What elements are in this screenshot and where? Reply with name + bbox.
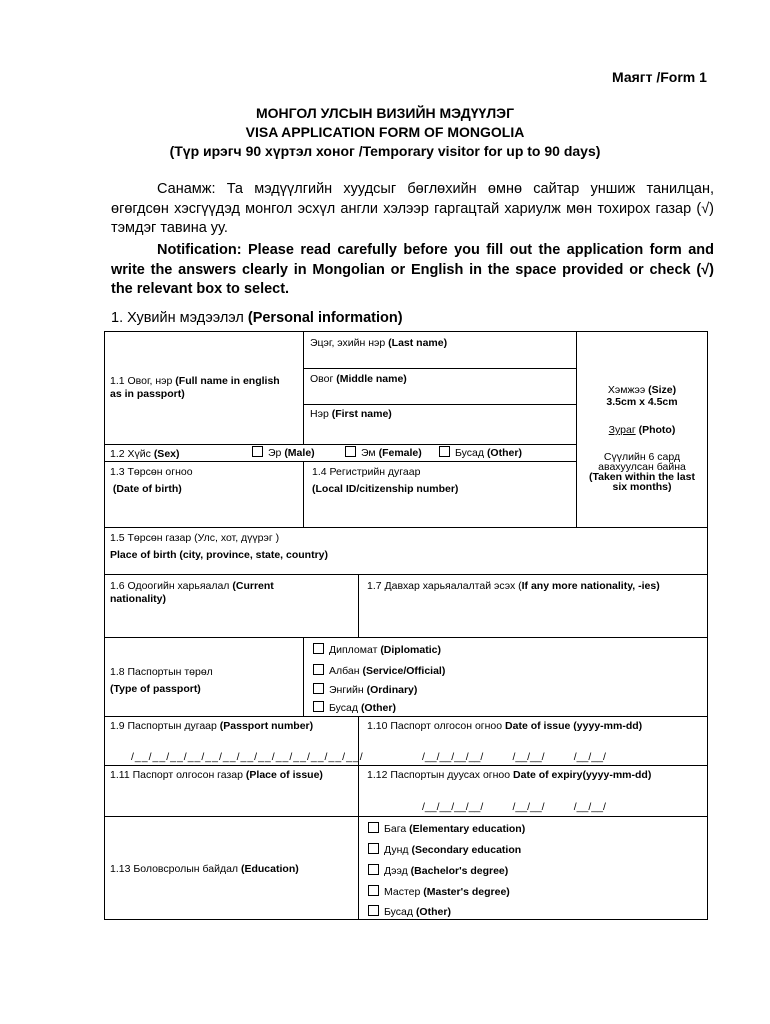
sex-label: 1.2 Хүйс (Sex) <box>110 448 180 460</box>
title-english: VISA APPLICATION FORM OF MONGOLIA <box>245 124 525 140</box>
checkbox[interactable] <box>313 683 324 694</box>
education-option-master[interactable]: Мастер (Master's degree) <box>368 885 510 899</box>
education-option-other[interactable]: Бусад (Other) <box>368 905 451 919</box>
photo-recent-label: Сүүлийн 6 сард авахуулсан байна (Taken within the last six months) <box>589 451 695 493</box>
middle-name-label: Овог (Middle name) <box>310 373 407 385</box>
notice-english: Notification: Please read carefully before you fill out the application form and write the answers clearly in Mongolian or English in the space provided or check (√) the relevant box to select. <box>111 242 714 297</box>
checkbox[interactable] <box>439 446 450 457</box>
checkbox[interactable] <box>313 701 324 712</box>
checkbox[interactable] <box>368 864 379 875</box>
checkbox[interactable] <box>368 885 379 896</box>
photo-label: Зураг (Photo) <box>608 424 676 436</box>
pob-label: 1.5 Төрсөн газар (Улс, хот, дүүрэг ) Place of birth (city, province, state, country) <box>110 532 329 561</box>
passport-number-label: 1.9 Паспортын дугаар (Passport number) <box>110 720 314 732</box>
education-option-bachelor[interactable]: Дээд (Bachelor's degree) <box>368 864 508 878</box>
section-title <box>111 310 403 326</box>
section-title-mn: 1. Хувийн мэдээлэл <box>111 310 244 326</box>
checkbox[interactable] <box>313 643 324 654</box>
passport-number-blank[interactable]: /__/__/__/__/__/__/__/__/__/__/__/__/__/ <box>131 751 364 763</box>
sex-option-female[interactable]: Эм (Female) <box>345 446 422 460</box>
passport-type-label: 1.8 Паспортын төрөл (Type of passport) <box>110 666 213 695</box>
checkbox[interactable] <box>368 843 379 854</box>
checkbox[interactable] <box>345 446 356 457</box>
checkbox[interactable] <box>368 822 379 833</box>
reg-id-label: 1.4 Регистрийн дугаар (Local ID/citizenship number) <box>312 466 459 495</box>
subtitle: (Түр ирэгч 90 хүртэл хоног /Temporary visitor for up to 90 days) <box>169 143 601 159</box>
expiry-date-label: 1.12 Паспортын дуусах огноо Date of expiry(yyyy-mm-dd) <box>367 769 652 781</box>
form-number: Маягт /Form 1 <box>612 69 707 85</box>
title-mongolian: МОНГОЛ УЛСЫН ВИЗИЙН МЭДҮҮЛЭГ <box>255 105 515 121</box>
full-name-label: 1.1 Овог, нэр (Full name in english as in passport) <box>110 375 280 400</box>
dob-label: 1.3 Төрсөн огноо (Date of birth) <box>110 466 193 495</box>
section-title-en: (Personal information) <box>247 310 403 326</box>
nationality-label: 1.6 Одоогийн харьяалал (Current nationality) <box>110 580 274 605</box>
notice-mongolian: Санамж: Та мэдүүлгийн хуудсыг бөглөхийн өмнө сайтар уншиж танилцан, өгөгдсөн хэсгүүдэд монгол эсхүл англи хэлээр гаргацтай хариулж мөн тохирох газар (√) тэмдэг тавина уу. <box>111 181 714 236</box>
place-of-issue-label: 1.11 Паспорт олгосон газар (Place of issue) <box>110 769 323 781</box>
passport-option-other[interactable]: Бусад (Other) <box>313 701 396 715</box>
first-name-label: Нэр (First name) <box>310 408 392 420</box>
issue-date-blank[interactable]: /__/__/__/__/ /__/__/ /__/__/ <box>422 751 606 763</box>
checkbox[interactable] <box>313 664 324 675</box>
passport-option-ordinary[interactable]: Энгийн (Ordinary) <box>313 683 417 697</box>
education-option-secondary[interactable]: Дунд (Secondary education <box>368 843 521 857</box>
issue-date-label: 1.10 Паспорт олгосон огноо Date of issue (yyyy-mm-dd) <box>367 720 643 732</box>
education-label: 1.13 Боловсролын байдал (Education) <box>110 863 299 875</box>
checkbox[interactable] <box>368 905 379 916</box>
expiry-date-blank[interactable]: /__/__/__/__/ /__/__/ /__/__/ <box>422 801 606 813</box>
sex-option-other[interactable]: Бусад (Other) <box>439 446 522 460</box>
dual-nationality-label: 1.7 Давхар харьяалалтай эсэх (If any more nationality, -ies) <box>367 580 660 592</box>
last-name-label: Эцэг, эхийн нэр (Last name) <box>310 337 448 349</box>
photo-size-label: Хэмжээ (Size) 3.5cm x 4.5cm <box>606 384 678 408</box>
passport-option-service[interactable]: Албан (Service/Official) <box>313 664 445 678</box>
passport-option-diplomatic[interactable]: Дипломат (Diplomatic) <box>313 643 441 657</box>
education-option-elementary[interactable]: Бага (Elementary education) <box>368 822 525 836</box>
sex-option-male[interactable]: Эр (Male) <box>252 446 315 460</box>
checkbox[interactable] <box>252 446 263 457</box>
